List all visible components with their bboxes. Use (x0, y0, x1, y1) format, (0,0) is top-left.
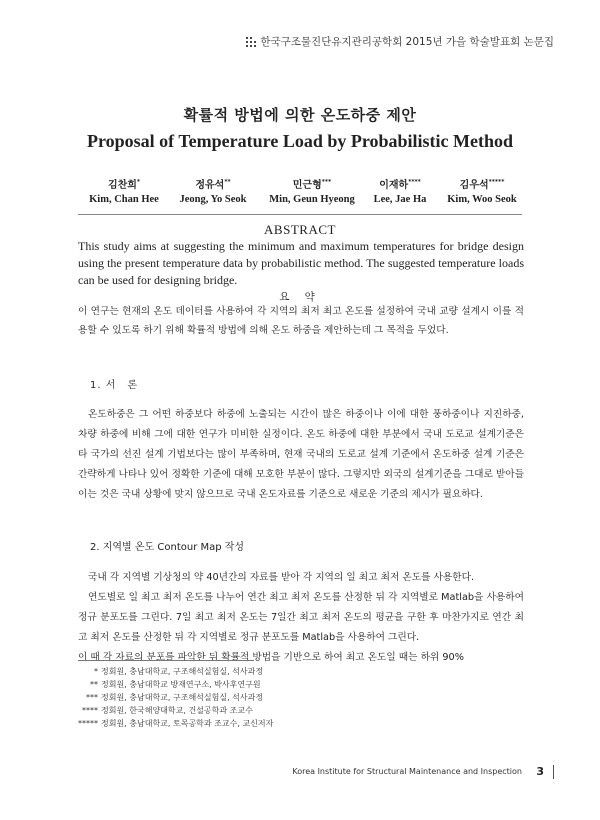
footnote-mark: *** (86, 693, 98, 702)
footnote-text: 정회원, 충남대학교 방재연구소, 박사후연구원 (101, 680, 261, 689)
footnote-mark: ***** (78, 719, 98, 728)
author-2 (163, 176, 263, 205)
footnote (78, 665, 378, 678)
page-number: 3 (536, 765, 544, 778)
divider (78, 214, 522, 215)
author-5-en: Kim, Woo Seok (447, 194, 517, 205)
section-1-heading: 1. 서 론 (90, 380, 139, 391)
footnote-mark: **** (82, 706, 98, 715)
author-2-ko: 정유석 (195, 180, 225, 191)
korean-abstract-title: 요 약 (279, 291, 321, 303)
author-1-mark: * (136, 178, 141, 186)
section-1-text: 온도하중은 그 어떤 하중보다 하중에 노출되는 시간이 많은 하중이나 이에 대한 풍하중이나 지진하중, 차량 하중에 비해 그에 대한 연구가 미비한 실정이다. 온도 하중에 대한 부분에서 국내 도로교 설계기준은 타 국가의 선진 설계 기법보다는 많이 부족하며, 현재 국내의 도로교 설계 기준에서 온도하중 설계 기준은 간략하게 나타나 있어 정확한 기준에 대해 모호한 부분이 많다. 그렇지만 외국의 설계기준을 그대로 받아들이는 것은 국내 상황에 맞지 않으므로 국내 온도자료를 기준으로 새로운 기준의 제시가 필요하다. (78, 409, 524, 500)
footer-institute: Korea Institute for Structural Maintenance and Inspection (292, 767, 522, 776)
footnote-mark: ** (90, 680, 98, 689)
author-5-ko: 김우석 (459, 180, 489, 191)
footnote (78, 704, 378, 717)
footnote-divider (78, 660, 254, 661)
author-1 (74, 176, 174, 205)
header-text: 한국구조물진단유지관리공학회 2015년 가을 학술발표회 논문집 (260, 36, 554, 48)
author-1-ko: 김찬희 (107, 180, 137, 191)
section-2-heading: 2. 지역별 온도 Contour Map 작성 (90, 542, 245, 553)
title-english: Proposal of Temperature Load by Probabilistic Method (86, 131, 514, 151)
author-2-en: Jeong, Yo Seok (179, 194, 247, 205)
author-3-ko: 민근형 (292, 180, 322, 191)
author-4-ko: 이재하 (379, 180, 409, 191)
abstract-text: This study aims at suggesting the minimum and maximum temperatures for bridge design using the present temperature data by probabilistic method. The suggested temperature loads can be used for designing bridge. (78, 239, 524, 287)
footnote-text: 정회원, 한국해양대학교, 건설공학과 조교수 (101, 706, 253, 715)
korean-abstract-text: 이 연구는 현재의 온도 데이터를 사용하여 각 지역의 최저 최고 온도를 설정하여 국내 교량 설계시 이를 적용할 수 있도록 하기 위해 확률적 방법에 의해 온도 하중을 제안하는데 그 목적을 두었다. (78, 306, 524, 336)
section-2-paragraph-1: 국내 각 지역별 기상청의 약 40년간의 자료를 받아 각 지역의 일 최고 최저 온도를 사용한다. (88, 572, 475, 583)
author-3-en: Min, Geun Hyeong (269, 194, 355, 205)
author-4-en: Lee, Jae Ha (373, 194, 427, 205)
footnote-mark: * (94, 667, 98, 676)
journal-header (245, 34, 554, 49)
title-korean: 확률적 방법에 의한 온도하중 제안 (183, 106, 417, 124)
footnote (78, 678, 378, 691)
footer-bar (553, 765, 554, 779)
footnote-text: 정회원, 충남대학교, 구조해석실험실, 석사과정 (101, 693, 264, 702)
footnote (78, 691, 378, 704)
grid-dots-icon (245, 36, 256, 47)
section-2-paragraph-2: 연도별로 일 최고 최저 온도를 나누어 연간 최고 최저 온도를 산정한 뒤 각 지역별로 Matlab을 사용하여 정규 분포도를 그린다. 7일 최고 최저 온도는 7일간 최고 최저 온도의 평균을 구한 후 마찬가지로 연간 최고 최저 온도를 산정한 뒤 각 지역별로 정규 분포도를 Matlab을 사용하여 그린다. (78, 592, 524, 643)
footnotes (78, 665, 378, 730)
author-5 (432, 176, 532, 205)
footnote-text: 정회원, 충남대학교, 토목공학과 조교수, 교신저자 (101, 719, 274, 728)
footnote (78, 717, 378, 730)
section-2-body (78, 568, 524, 668)
author-5-mark: ***** (488, 178, 505, 186)
author-3 (262, 176, 362, 205)
author-2-mark: ** (224, 178, 231, 186)
author-1-en: Kim, Chan Hee (89, 194, 159, 205)
section-2-paragraph-3: 이 때 각 자료의 분포를 파악한 뒤 확률적 방법을 기반으로 하여 최고 온도일 때는 하위 90% (78, 652, 464, 663)
abstract-title: ABSTRACT (264, 222, 336, 237)
footnote-text: 정회원, 충남대학교, 구조해석실험실, 석사과정 (101, 667, 264, 676)
author-3-mark: *** (321, 178, 332, 186)
page-footer (0, 765, 600, 779)
author-4-mark: **** (408, 178, 421, 186)
